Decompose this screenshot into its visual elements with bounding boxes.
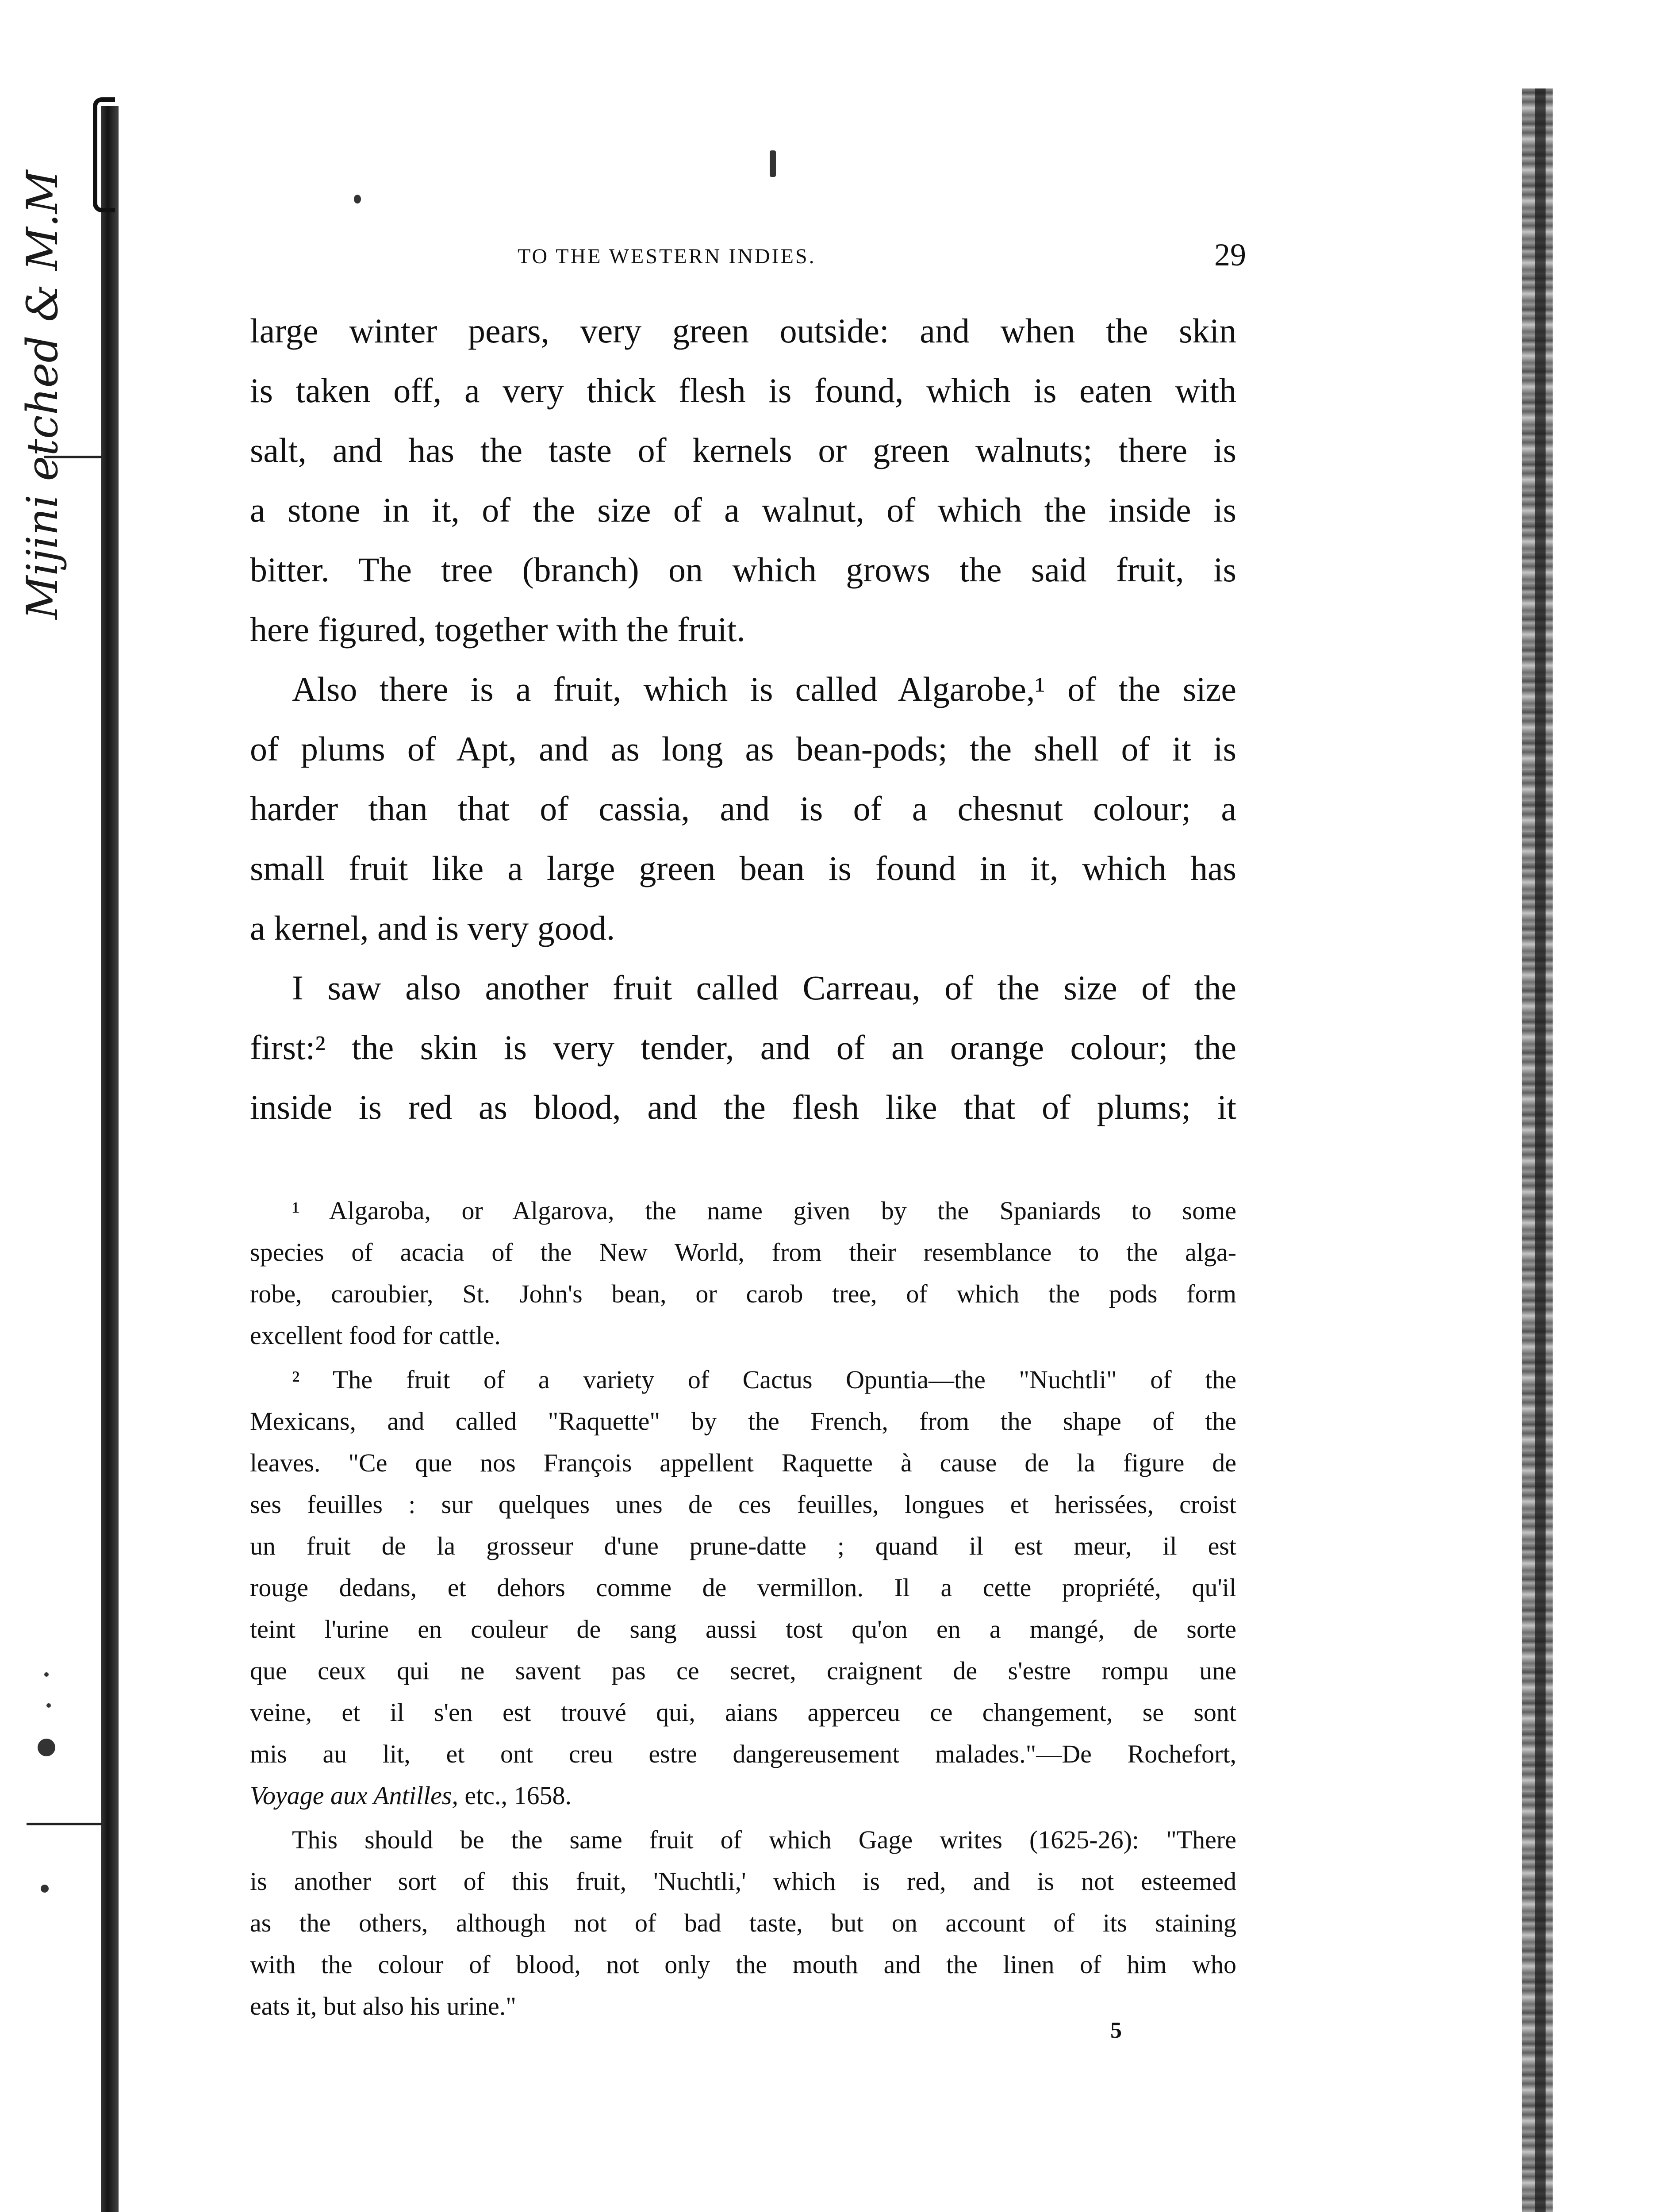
page-edge-dark: [1535, 88, 1546, 2212]
text-line: large winter pears, very green outside: and when the skin: [250, 311, 1236, 350]
scan-speck: [44, 1672, 49, 1677]
page-number: 29: [1214, 237, 1246, 273]
footnote-line: robe, caroubier, St. John's bean, or carob tree, of which the pods form: [250, 1279, 1236, 1308]
footnote-line: eats it, but also his urine.": [250, 1992, 516, 2020]
footnote-line: This should be the same fruit of which Gage writes (1625-26): "There: [292, 1825, 1236, 1854]
citation-title: Voyage aux Antilles,: [250, 1781, 458, 1810]
footnote-line: excellent food for cattle.: [250, 1321, 501, 1350]
margin-handwriting: Mijini etched & M.M: [18, 170, 67, 619]
footnote-line: rouge dedans, et dehors comme de vermillon. Il a cette propriété, qu'il: [250, 1573, 1236, 1602]
text-line: here figured, together with the fruit.: [250, 610, 745, 649]
scan-speck: [354, 195, 361, 204]
text-line: first:² the skin is very tender, and of an orange colour; the: [250, 1028, 1236, 1067]
footnote-line: un fruit de la grosseur d'une prune-datte ; quand il est meur, il est: [250, 1532, 1236, 1560]
binding-edge-curl: [93, 97, 115, 212]
footnote-line: is another sort of this fruit, 'Nuchtli,' which is red, and is not esteemed: [250, 1867, 1236, 1896]
text-line: a kernel, and is very good.: [250, 909, 615, 947]
scan-speck: [41, 1885, 49, 1893]
margin-tick-mark: [27, 1823, 102, 1825]
footnote-line: as the others, although not of bad taste, but on account of its staining: [250, 1909, 1236, 1937]
footnote-line: leaves. "Ce que nos François appellent Raquette à cause de la figure de: [250, 1448, 1236, 1477]
text-line: I saw also another fruit called Carreau, of the size of the: [292, 968, 1236, 1007]
text-line: Also there is a fruit, which is called Algarobe,¹ of the size: [292, 670, 1236, 708]
footnote-line: ¹ Algaroba, or Algarova, the name given by the Spaniards to some: [292, 1196, 1236, 1225]
footnote-citation: [250, 1775, 1236, 1816]
footnote-line: with the colour of blood, not only the mouth and the linen of him who: [250, 1950, 1236, 1979]
signature-mark: 5: [1110, 2018, 1122, 2043]
body-text: [250, 301, 1236, 1137]
text-line: a stone in it, of the size of a walnut, of which the inside is: [250, 491, 1236, 529]
running-head: TO THE WESTERN INDIES.: [518, 245, 816, 268]
text-line: is taken off, a very thick flesh is found, which is eaten with: [250, 371, 1236, 410]
text-line: small fruit like a large green bean is found in it, which has: [250, 849, 1236, 887]
binding-edge-shadow: [101, 106, 119, 2212]
scan-speck: [770, 150, 776, 177]
scan-speck: [46, 1703, 51, 1708]
footnote-line: ² The fruit of a variety of Cactus Opuntia—the "Nuchtli" of the: [292, 1365, 1236, 1394]
text-line: inside is red as blood, and the flesh like that of plums; it: [250, 1088, 1236, 1126]
text-line: salt, and has the taste of kernels or green walnuts; there is: [250, 431, 1236, 469]
footnote-line: mis au lit, et ont creu estre dangereusement malades."—De Rochefort,: [250, 1740, 1236, 1768]
footnote-line: que ceux qui ne savent pas ce secret, craignent de s'estre rompu une: [250, 1656, 1236, 1685]
footnote-line: veine, et il s'en est trouvé qui, aians apperceu ce changement, se sont: [250, 1698, 1236, 1727]
scan-speck: [38, 1739, 55, 1756]
footnote-line: teint l'urine en couleur de sang aussi tost qu'on en a mangé, de sorte: [250, 1615, 1236, 1644]
citation-rest: etc., 1658.: [458, 1781, 572, 1810]
footnote-line: species of acacia of the New World, from their resemblance to the alga-: [250, 1238, 1236, 1267]
footnotes: [250, 1190, 1236, 2027]
text-line: harder than that of cassia, and is of a chesnut colour; a: [250, 789, 1236, 828]
text-line: bitter. The tree (branch) on which grows the said fruit, is: [250, 550, 1236, 589]
footnote-line: Mexicans, and called "Raquette" by the French, from the shape of the: [250, 1407, 1236, 1436]
text-line: of plums of Apt, and as long as bean-pods; the shell of it is: [250, 730, 1236, 768]
footnote-line: ses feuilles : sur quelques unes de ces feuilles, longues et herissées, croist: [250, 1490, 1236, 1519]
